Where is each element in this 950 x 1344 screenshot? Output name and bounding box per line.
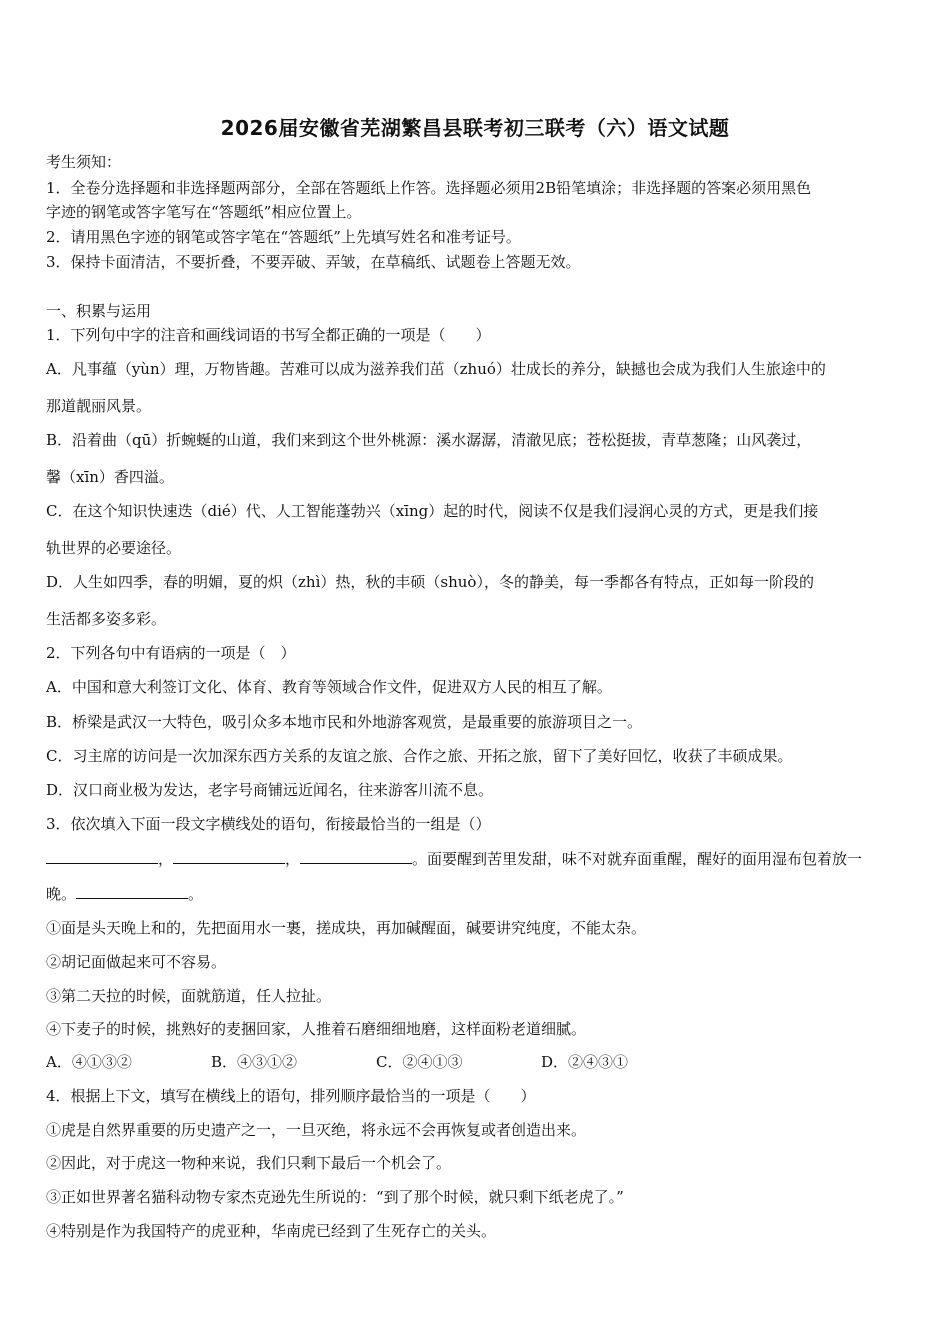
q4-sentence: ①虎是自然界重要的历史遗产之一，一旦灭绝，将永远不会再恢复或者创造出来。 <box>46 1121 587 1139</box>
page-title: 2026届安徽省芜湖繁昌县联考初三联考（六）语文试题 <box>220 116 730 140</box>
q2-option-a: A．中国和意大利签订文化、体育、教育等领域合作文件，促进双方人民的相互了解。 <box>46 678 612 696</box>
q3-blank-line <box>46 884 916 904</box>
q3-blank-line: ， ， 。面要醒到苦里发甜，味不对就弃面重醒，醒好的面用湿布包着放一 <box>46 849 916 869</box>
notice-heading: 考生须知： <box>46 153 122 171</box>
notice-item: 字迹的钢笔或答字笔写在“答题纸”相应位置上。 <box>46 203 362 221</box>
q3-choice-d: D．②④③① <box>541 1053 629 1071</box>
section-heading: 一、积累与运用 <box>46 302 152 320</box>
q3-sentence: ②胡记面做起来可不容易。 <box>46 953 227 971</box>
q3-choice-a: A．④①③② <box>46 1053 132 1071</box>
q2-option-c: C．习主席的访问是一次加深东西方关系的友谊之旅、合作之旅、开拓之旅，留下了美好回忆，收获了丰硕成果。 <box>46 747 793 765</box>
q3-passage-text: 。面要醒到苦里发甜，味不对就弃面重醒，醒好的面用湿布包着放一 <box>412 850 863 868</box>
answer-blank <box>76 884 188 899</box>
q3-passage-text: 。 <box>188 885 204 903</box>
notice-item: 3．保持卡面清洁，不要折叠，不要弄破、弄皱，在草稿纸、试题卷上答题无效。 <box>46 253 581 271</box>
q1-option-c: C．在这个知识快速迭（dié）代、人工智能蓬勃兴（xīng）起的时代，阅读不仅是我们浸润心灵的方式，更是我们接 <box>46 502 819 520</box>
q4-sentence: ②因此，对于虎这一物种来说，我们只剩下最后一个机会了。 <box>46 1154 452 1172</box>
q1-option-c-cont: 轨世界的必要途径。 <box>46 539 182 557</box>
q3-sentence: ④下麦子的时候，挑熟好的麦捆回家，人推着石磨细细地磨，这样面粉老道细腻。 <box>46 1020 587 1038</box>
q1-option-b-cont: 馨（xīn）香四溢。 <box>46 468 174 486</box>
q4-stem: 4．根据上下文，填写在横线上的语句，排列顺序最恰当的一项是（ ） <box>46 1087 536 1105</box>
q3-passage-text: 晚。 <box>46 885 77 903</box>
q4-sentence: ③正如世界著名猫科动物专家杰克逊先生所说的：“到了那个时候，就只剩下纸老虎了。” <box>46 1188 624 1206</box>
answer-blank <box>173 849 285 864</box>
q1-stem: 1．下列句中字的注音和画线词语的书写全都正确的一项是（ ） <box>46 326 491 344</box>
q1-option-d-cont: 生活都多姿多彩。 <box>46 610 167 628</box>
q1-option-d: D．人生如四季，春的明媚，夏的炽（zhì）热，秋的丰硕（shuò），冬的静美，每一季都各有特点，正如每一阶段的 <box>46 573 814 591</box>
notice-item: 1．全卷分选择题和非选择题两部分，全部在答题纸上作答。选择题必须用2B铅笔填涂；非选择题的答案必须用黑色 <box>46 179 812 197</box>
q1-option-a: A．凡事蕴（yùn）理，万物皆趣。苦难可以成为滋养我们茁（zhuó）壮成长的养分，缺撼也会成为我们人生旅途中的 <box>46 360 826 378</box>
q2-option-b: B．桥梁是武汉一大特色，吸引众多本地市民和外地游客观赏，是最重要的旅游项目之一。 <box>46 713 643 731</box>
q3-sentence: ①面是头天晚上和的，先把面用水一裹，搓成块，再加碱醒面，碱要讲究纯度，不能太杂。 <box>46 919 647 937</box>
q3-sentence: ③第二天拉的时候，面就筋道，任人拉扯。 <box>46 987 332 1005</box>
q2-option-d: D．汉口商业极为发达，老字号商铺远近闻名，往来游客川流不息。 <box>46 781 494 799</box>
answer-blank <box>46 849 158 864</box>
q3-choices <box>46 1052 706 1072</box>
q2-stem: 2．下列各句中有语病的一项是（ ） <box>46 644 296 662</box>
q3-choice-b: B．④③①② <box>211 1053 298 1071</box>
q3-stem: 3．依次填入下面一段文字横线处的语句，衔接最恰当的一组是（） <box>46 815 491 833</box>
q1-option-b: B．沿着曲（qū）折蜿蜒的山道，我们来到这个世外桃源：溪水潺潺，清澈见底；苍松挺拔，青草葱隆；山风袭过， <box>46 431 812 449</box>
q3-choice-c: C．②④①③ <box>376 1053 463 1071</box>
notice-item: 2．请用黑色字迹的钢笔或答字笔在“答题纸”上先填写姓名和准考证号。 <box>46 228 521 246</box>
q4-sentence: ④特别是作为我国特产的虎亚种，华南虎已经到了生死存亡的关头。 <box>46 1222 497 1240</box>
q1-option-a-cont: 那道靓丽风景。 <box>46 397 152 415</box>
answer-blank <box>300 849 412 864</box>
